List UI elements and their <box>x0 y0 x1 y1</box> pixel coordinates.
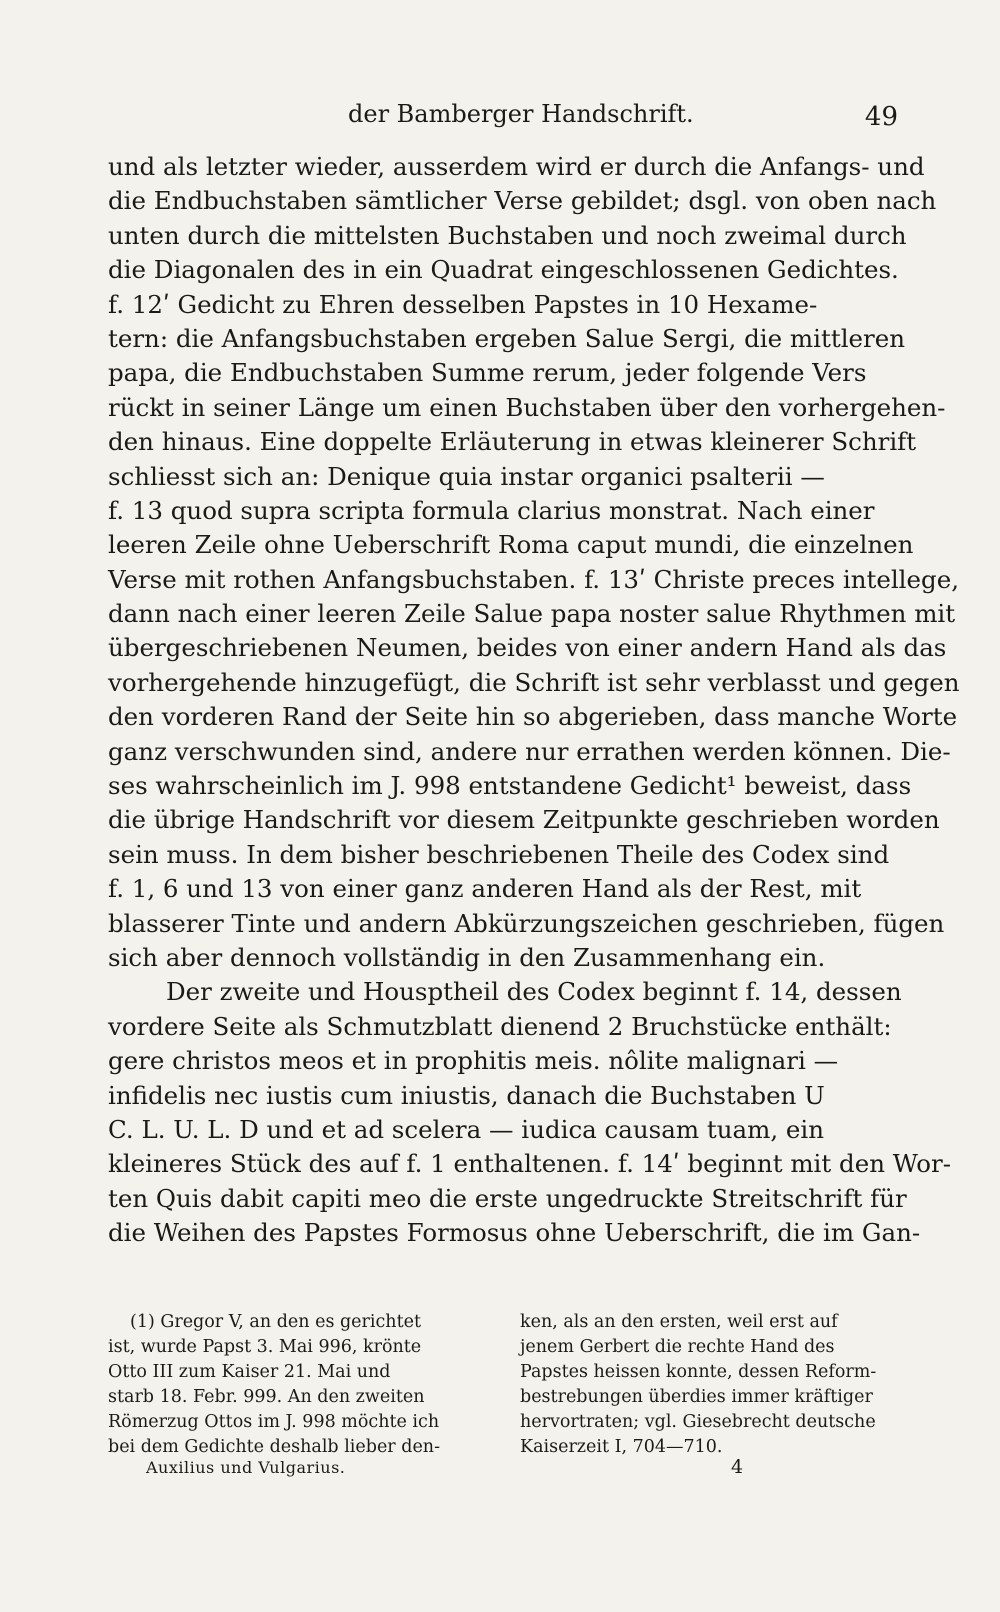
text-line: ten Quis dabit capiti meo die erste ungedruckte Streitschrift für <box>108 1183 907 1213</box>
text-line: ganz verschwunden sind, andere nur errathen werden können. Die- <box>108 736 951 766</box>
footnote-line: bei dem Gedichte deshalb lieber den- <box>108 1437 440 1457</box>
footnote-line: Römerzug Ottos im J. 998 möchte ich <box>108 1412 440 1432</box>
text-line: Verse mit rothen Anfangsbuchstaben. f. 13ʹ Christe preces intellege, <box>108 564 959 594</box>
footnotes <box>108 1310 898 1460</box>
text-line: tern: die Anfangsbuchstaben ergeben Salue Sergi, die mittleren <box>108 323 906 353</box>
text-line: die übrige Handschrift vor diesem Zeitpunkte geschrieben worden <box>108 805 940 835</box>
footnote-line: bestrebungen überdies immer kräftiger <box>520 1387 873 1407</box>
text-line: übergeschriebenen Neumen, beides von einer andern Hand als das <box>108 633 947 663</box>
footnote-column-right <box>520 1310 898 1460</box>
text-line: kleineres Stück des auf f. 1 enthaltenen. f. 14ʹ beginnt mit den Wor- <box>108 1149 952 1179</box>
footnote-line: ken, als an den ersten, weil erst auf <box>520 1312 838 1332</box>
footnote-line: starb 18. Febr. 999. An den zweiten <box>108 1387 425 1407</box>
text-line: rückt in seiner Länge um einen Buchstaben über den vorhergehen- <box>108 392 946 422</box>
text-line: vordere Seite als Schmutzblatt dienend 2 Bruchstücke enthält: <box>108 1011 892 1041</box>
text-line: den vorderen Rand der Seite hin so abgerieben, dass manche Worte <box>108 702 958 732</box>
text-line: sich aber dennoch vollständig in den Zusammenhang ein. <box>108 942 826 972</box>
text-line: den hinaus. Eine doppelte Erläuterung in etwas kleinerer Schrift <box>108 427 917 457</box>
footnote-line: ist, wurde Papst 3. Mai 996, krönte <box>108 1337 422 1357</box>
text-line: und als letzter wieder, ausserdem wird er durch die Anfangs- und <box>108 152 925 181</box>
footnote-line: Otto III zum Kaiser 21. Mai und <box>108 1362 391 1382</box>
signature-number: 4 <box>731 1456 744 1478</box>
text-line: schliesst sich an: Denique quia instar organici psalterii — <box>108 461 825 491</box>
text-line: Der zweite und Housptheil des Codex beginnt f. 14, dessen <box>166 977 902 1007</box>
running-title: der Bamberger Handschrift. <box>348 100 694 128</box>
footnote-line: Kaiserzeit I, 704—710. <box>520 1437 723 1457</box>
text-line: C. L. U. L. D und et ad scelera — iudica causam tuam, ein <box>108 1114 825 1144</box>
footnote-line: hervortraten; vgl. Giesebrecht deutsche <box>520 1412 876 1432</box>
body-text <box>108 150 960 1251</box>
page-number: 49 <box>864 102 898 132</box>
footnote-line: jenem Gerbert die rechte Hand des <box>520 1337 835 1357</box>
footnote-line: Papstes heissen konnte, dessen Reform- <box>520 1362 877 1382</box>
signature-text: Auxilius und Vulgarius. <box>146 1458 346 1477</box>
footnote-line: (1) Gregor V, an den es gerichtet <box>130 1312 421 1332</box>
text-line: die Weihen des Papstes Formosus ohne Ueberschrift, die im Gan- <box>108 1218 921 1248</box>
text-line: dann nach einer leeren Zeile Salue papa noster salue Rhythmen mit <box>108 599 956 629</box>
text-line: sein muss. In dem bisher beschriebenen Theile des Codex sind <box>108 839 890 869</box>
text-line: die Diagonalen des in ein Quadrat eingeschlossenen Gedichtes. <box>108 255 899 285</box>
text-line: ses wahrscheinlich im J. 998 entstandene Gedicht¹ beweist, dass <box>108 771 912 801</box>
text-line: unten durch die mittelsten Buchstaben und noch zweimal durch <box>108 220 907 250</box>
text-line: infidelis nec iustis cum iniustis, danach die Buchstaben U <box>108 1080 825 1110</box>
text-line: f. 13 quod supra scripta formula clarius monstrat. Nach einer <box>108 495 875 525</box>
text-line: vorhergehende hinzugefügt, die Schrift ist sehr verblasst und gegen <box>108 667 960 697</box>
text-line: papa, die Endbuchstaben Summe rerum, jeder folgende Vers <box>108 358 867 388</box>
text-line: f. 12ʹ Gedicht zu Ehren desselben Papstes in 10 Hexame- <box>108 289 818 319</box>
text-line: gere christos meos et in prophitis meis. nôlite malignari — <box>108 1046 839 1076</box>
footnote-column-left <box>108 1310 486 1460</box>
text-line: blasserer Tinte und andern Abkürzungszeichen geschrieben, fügen <box>108 908 945 938</box>
text-line: f. 1, 6 und 13 von einer ganz anderen Hand als der Rest, mit <box>108 874 862 904</box>
text-line: die Endbuchstaben sämtlicher Verse gebildet; dsgl. von oben nach <box>108 186 937 216</box>
text-line: leeren Zeile ohne Ueberschrift Roma caput mundi, die einzelnen <box>108 530 914 560</box>
signature-line <box>108 1458 898 1484</box>
page-header <box>108 96 898 136</box>
